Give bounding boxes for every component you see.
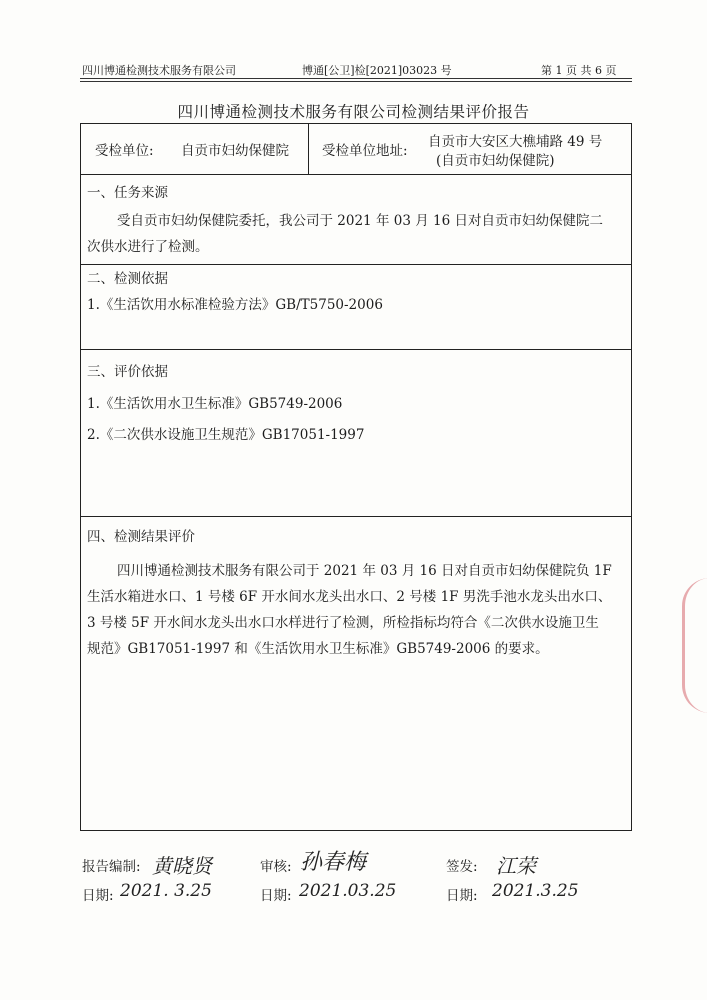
- header-company: 四川博通检测技术服务有限公司: [82, 64, 236, 77]
- date-editor: 2021. 3.25: [120, 881, 212, 901]
- company-seal: [682, 578, 707, 713]
- section-1-title: 一、任务来源: [87, 185, 168, 201]
- report-table: [80, 123, 632, 831]
- row-divider-4: [81, 516, 631, 517]
- address-label: 受检单位地址:: [322, 143, 408, 159]
- header-rule-top: [80, 78, 632, 79]
- header-report-number: 博通[公卫]检[2021]03023 号: [302, 64, 452, 77]
- unit-value: 自贡市妇幼保健院: [181, 143, 289, 159]
- section-2-title: 二、检测依据: [87, 271, 168, 287]
- date-label-reviewer: 日期:: [260, 888, 292, 904]
- date-label-editor: 日期:: [82, 888, 114, 904]
- row-divider-1: [81, 174, 631, 175]
- section-1-line-2: 次供水进行了检测。: [87, 239, 209, 255]
- section-3-title: 三、评价依据: [87, 364, 168, 380]
- section-3-item-2: 2.《二次供水设施卫生规范》GB17051-1997: [87, 427, 365, 443]
- section-4-line-4: 规范》GB17051-1997 和《生活饮用水卫生标准》GB5749-2006 的要求。: [87, 641, 549, 657]
- section-3-item-1: 1.《生活饮用水卫生标准》GB5749-2006: [87, 396, 343, 412]
- section-4-title: 四、检测结果评价: [87, 529, 195, 545]
- date-reviewer: 2021.03.25: [299, 881, 397, 901]
- section-4-line-2: 生活水箱进水口、1 号楼 6F 开水间水龙头出水口、2 号楼 1F 男洗手池水龙头出水口、: [87, 589, 612, 605]
- reviewer-label: 审核:: [260, 859, 292, 875]
- editor-label: 报告编制:: [82, 859, 141, 875]
- section-4-line-3: 3 号楼 5F 开水间水龙头出水口水样进行了检测，所检指标均符合《二次供水设施卫生: [87, 615, 599, 631]
- row-divider-3: [81, 349, 631, 350]
- section-2-item-1: 1.《生活饮用水标准检验方法》GB/T5750-2006: [87, 297, 383, 313]
- header-page-number: 第 1 页 共 6 页: [541, 64, 617, 77]
- editor-signature: 黄晓贤: [152, 854, 212, 878]
- address-line-1: 自贡市大安区大樵埔路 49 号: [428, 134, 603, 150]
- info-divider: [308, 124, 309, 174]
- approver-signature: 江荣: [496, 854, 536, 878]
- section-1-line-1: 受自贡市妇幼保健院委托，我公司于 2021 年 03 月 16 日对自贡市妇幼保健院二: [117, 213, 603, 229]
- address-line-2: (自贡市妇幼保健院): [436, 153, 555, 169]
- reviewer-signature: 孙春梅: [300, 850, 367, 875]
- date-approver: 2021.3.25: [492, 881, 579, 901]
- date-label-approver: 日期:: [446, 888, 478, 904]
- report-title: 四川博通检测技术服务有限公司检测结果评价报告: [177, 103, 530, 121]
- header-rule-bottom: [80, 81, 632, 82]
- section-4-line-1: 四川博通检测技术服务有限公司于 2021 年 03 月 16 日对自贡市妇幼保健院负 1F: [117, 563, 612, 579]
- unit-label: 受检单位:: [95, 143, 154, 159]
- row-divider-2: [81, 264, 631, 265]
- approver-label: 签发:: [446, 859, 478, 875]
